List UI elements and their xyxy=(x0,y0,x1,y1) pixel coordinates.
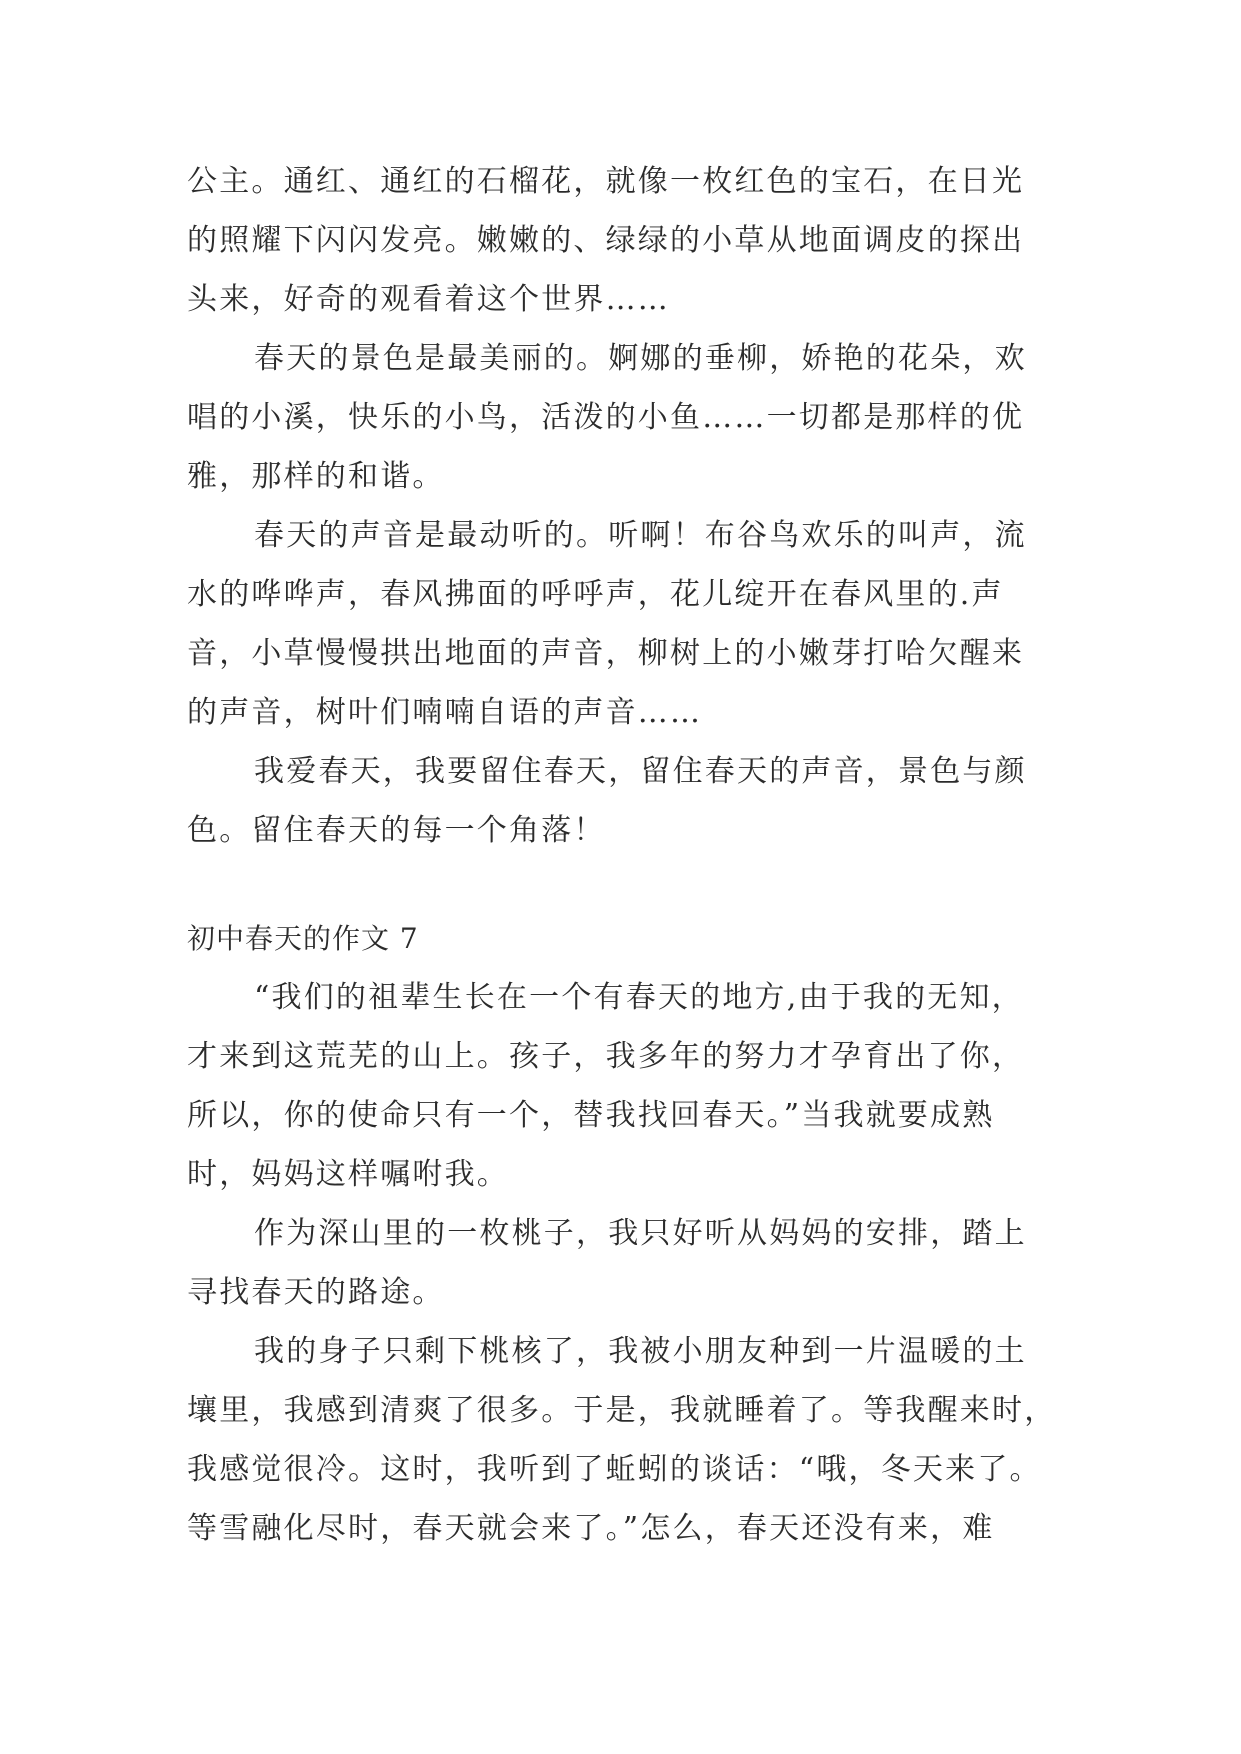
text-line: 我感觉很冷。这时，我听到了蚯蚓的谈话：“哦，冬天来了。 xyxy=(187,1452,1042,1487)
text-line: 唱的小溪，快乐的小鸟，活泼的小鱼……一切都是那样的优 xyxy=(187,400,1025,435)
text-line: 雅，那样的和谐。 xyxy=(187,459,445,494)
text-line: 我爱春天，我要留住春天，留住春天的声音，景色与颜 xyxy=(254,754,1027,789)
text-line: 头来，好奇的观看着这个世界…… xyxy=(187,282,670,317)
text-line: 色。留住春天的每一个角落！ xyxy=(187,813,606,848)
text-line: 等雪融化尽时，春天就会来了。”怎么，春天还没有来，难 xyxy=(187,1511,995,1546)
text-line: 水的哗哗声，春风拂面的呼呼声，花儿绽开在春风里的.声 xyxy=(187,577,1004,612)
text-line: 公主。通红、通红的石榴花，就像一枚红色的宝石，在日光 xyxy=(187,164,1025,199)
text-line: “我们的祖辈生长在一个有春天的地方,由于我的无知， xyxy=(254,980,1024,1015)
text-line: 时，妈妈这样嘱咐我。 xyxy=(187,1157,509,1192)
text-line: 春天的声音是最动听的。听啊！布谷鸟欢乐的叫声，流 xyxy=(254,518,1027,553)
text-line: 作为深山里的一枚桃子，我只好听从妈妈的安排，踏上 xyxy=(254,1216,1027,1251)
text-line: 春天的景色是最美丽的。婀娜的垂柳，娇艳的花朵，欢 xyxy=(254,341,1027,376)
text-line: 所以，你的使命只有一个，替我找回春天。”当我就要成熟 xyxy=(187,1098,995,1133)
text-line: 寻找春天的路途。 xyxy=(187,1275,445,1310)
section-title: 初中春天的作文 7 xyxy=(187,922,419,955)
text-line: 我的身子只剩下桃核了，我被小朋友种到一片温暖的土 xyxy=(254,1334,1027,1369)
text-line: 的照耀下闪闪发亮。嫩嫩的、绿绿的小草从地面调皮的探出 xyxy=(187,223,1025,258)
text-line: 的声音，树叶们喃喃自语的声音…… xyxy=(187,695,703,730)
text-line: 壤里，我感到清爽了很多。于是，我就睡着了。等我醒来时， xyxy=(187,1393,1057,1428)
text-line: 才来到这荒芜的山上。孩子，我多年的努力才孕育出了你， xyxy=(187,1039,1025,1074)
text-line: 音，小草慢慢拱出地面的声音，柳树上的小嫩芽打哈欠醒来 xyxy=(187,636,1025,671)
